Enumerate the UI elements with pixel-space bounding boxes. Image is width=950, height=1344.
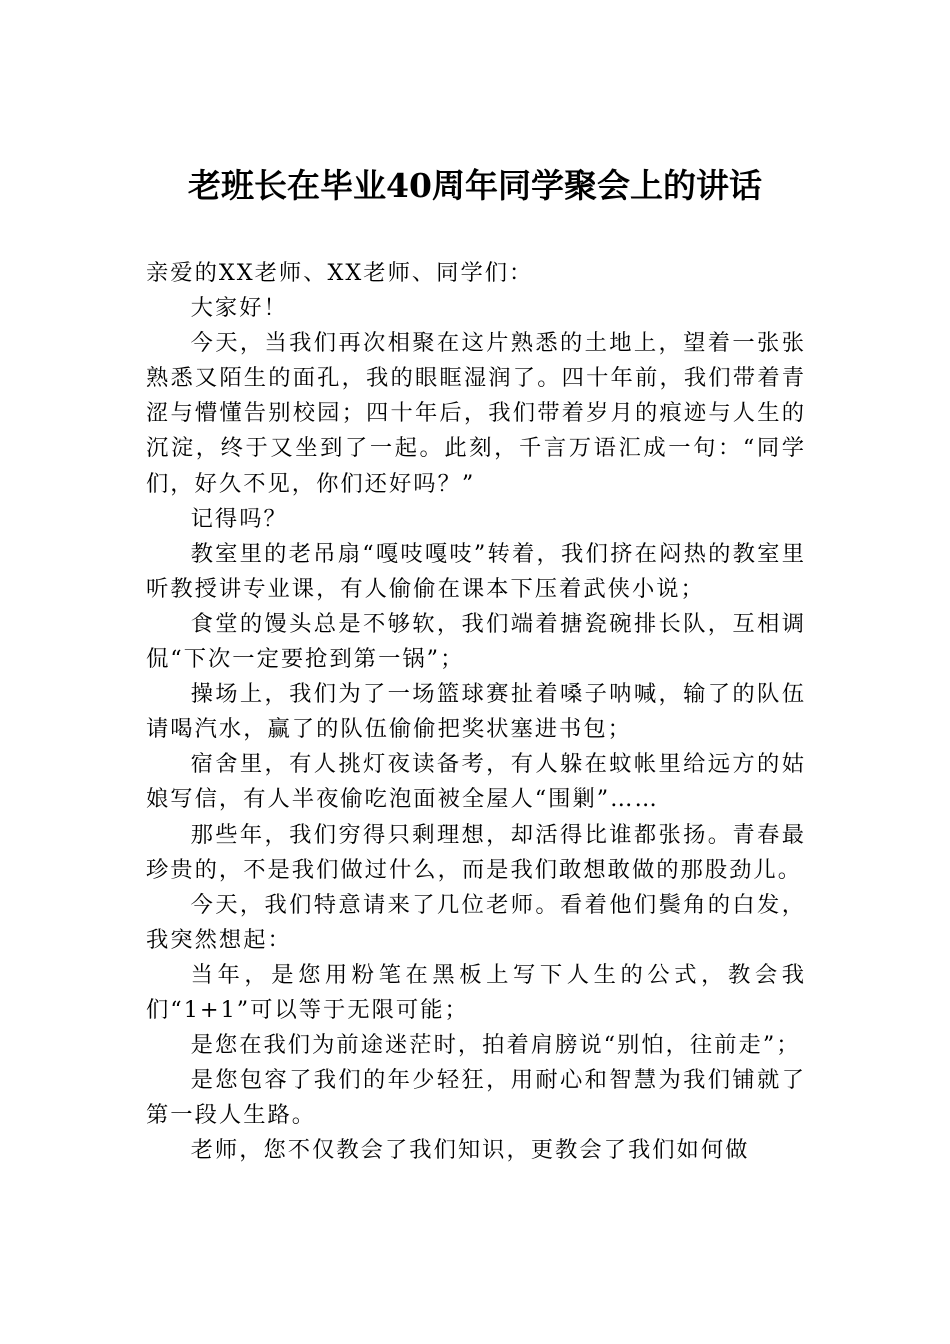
salutation: 亲爱的XX老师、XX老师、同学们： [146,260,534,286]
paragraph-dormitory: 宿舍里，有人挑灯夜读备考，有人躲在蚊帐里给远方的姑娘写信，有人半夜偷吃泡面被全屋人“围剿”…… [146,751,806,813]
paragraph-shoulder: 是您在我们为前途迷茫时，拍着肩膀说“别怕，往前走”； [190,1032,801,1059]
paragraph-canteen: 食堂的馒头总是不够软，我们端着搪瓷碗排长队，互相调侃“下次一定要抢到第一锅”； [146,610,806,673]
paragraph-chalk: 当年，是您用粉笔在黑板上写下人生的公式，教会我们“1+1”可以等于无限可能； [146,961,806,1023]
paragraph-greeting: 大家好！ [190,295,288,322]
paragraph-remember: 记得吗？ [190,505,288,532]
paragraph-those-years: 那些年，我们穷得只剩理想，却活得比谁都张扬。青春最珍贵的，不是我们做过什么，而是我们敢想敢做的那股劲儿。 [146,821,806,883]
paragraph-tolerance: 是您包容了我们的年少轻狂，用耐心和智慧为我们铺就了第一段人生路。 [146,1067,806,1129]
document-title: 老班长在毕业40周年同学聚会上的讲话 [188,166,762,205]
paragraph-classroom: 教室里的老吊扇“嘎吱嘎吱”转着，我们挤在闷热的教室里听教授讲专业课，有人偷偷在课本下压着武侠小说； [146,540,806,602]
paragraph-teacher-thanks: 老师，您不仅教会了我们知识，更教会了我们如何做 [190,1137,750,1164]
paragraph-teachers: 今天，我们特意请来了几位老师。看着他们鬓角的白发，我突然想起： [146,891,806,953]
document-body [146,256,806,1168]
paragraph-playground: 操场上，我们为了一场篮球赛扯着嗓子呐喊，输了的队伍请喝汽水，赢了的队伍偷偷把奖状塞进书包； [146,681,806,743]
paragraph-reunion: 今天，当我们再次相聚在这片熟悉的土地上，望着一张张熟悉又陌生的面孔，我的眼眶湿润了。四十年前，我们带着青涩与懵懂告别校园；四十年后，我们带着岁月的痕迹与人生的沉淀，终于又坐到了一起。此刻，千言万语汇成一句：“同学们，好久不见，你们还好吗？” [146,330,806,497]
